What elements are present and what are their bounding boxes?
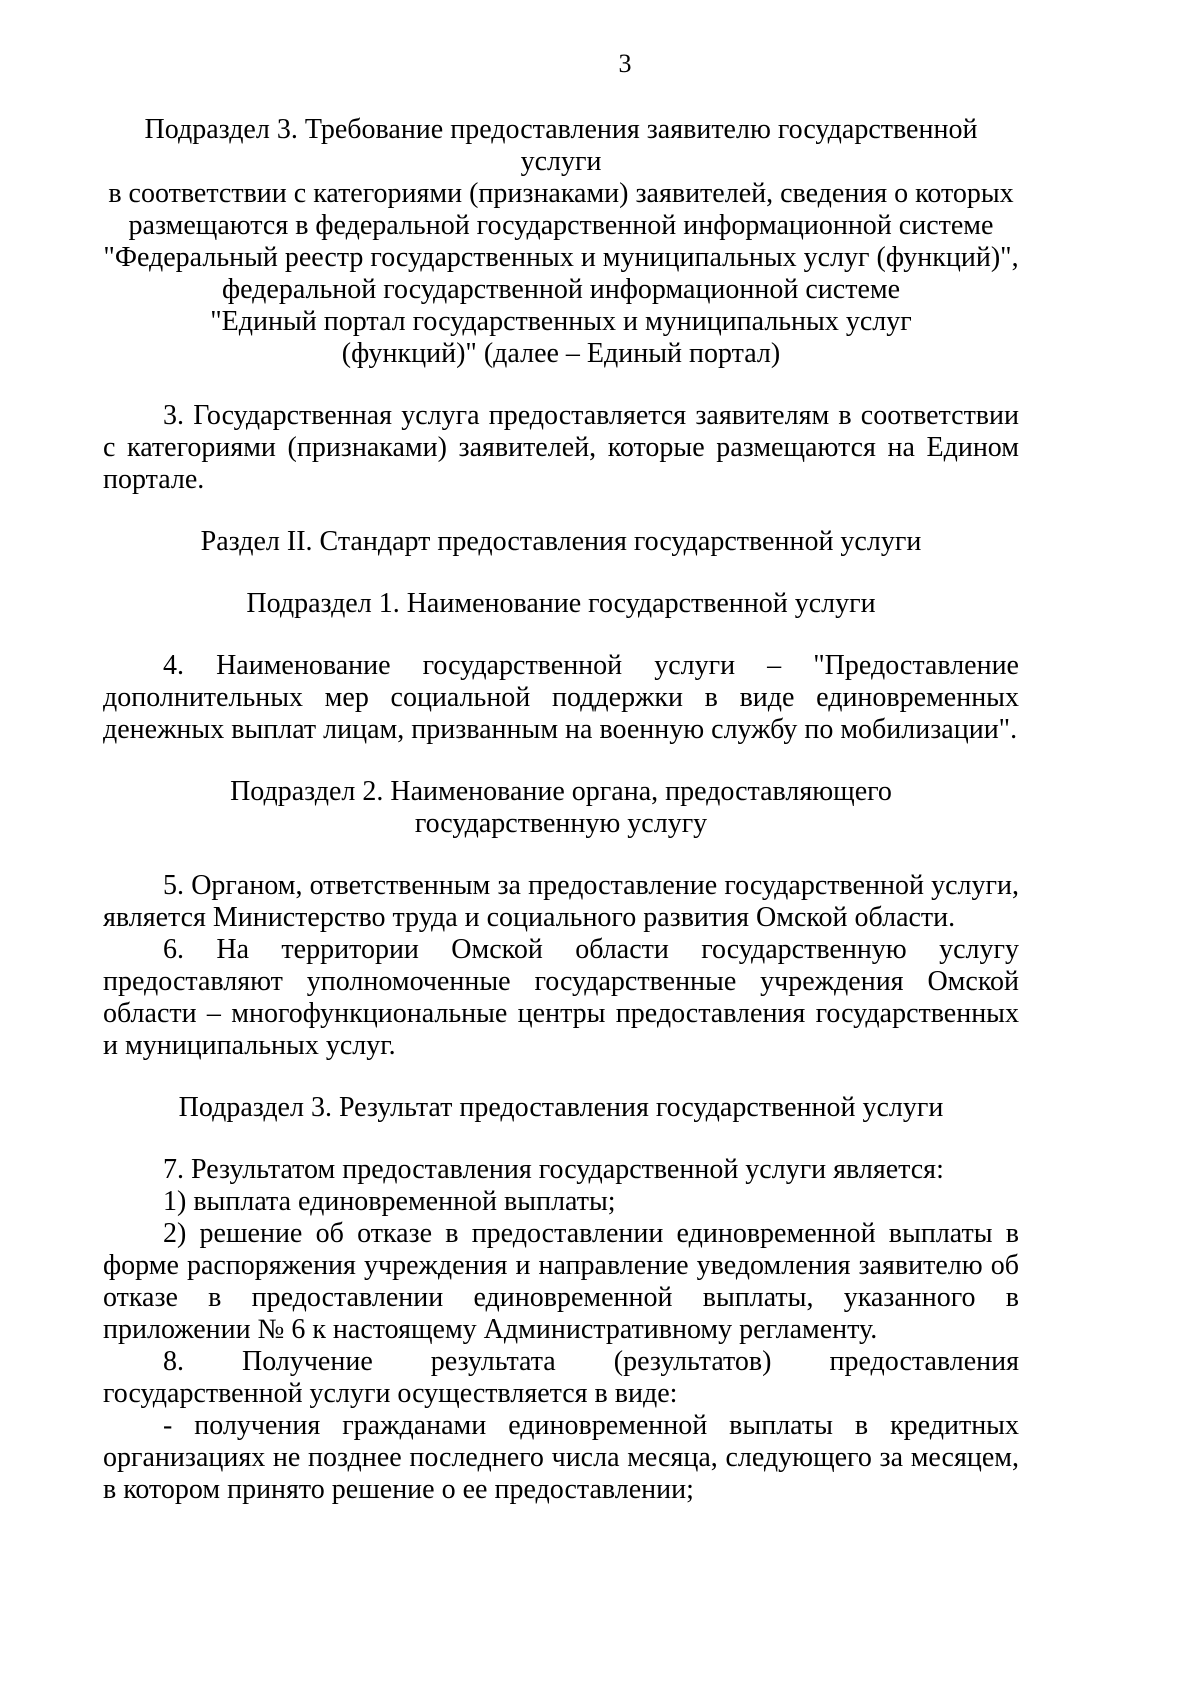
subsection-1-heading: Подраздел 1. Наименование государственной услуги — [246, 588, 876, 619]
heading-line: "Единый портал государственных и муниципальных услуг — [210, 306, 912, 337]
paragraph-5: 5. Органом, ответственным за предоставление государственной услуги, является Министерство труда и социального развития Омской области. — [103, 870, 1019, 933]
heading-line: "Федеральный реестр государственных и муниципальных услуг (функций)", — [103, 242, 1019, 273]
paragraph-3: 3. Государственная услуга предоставляется заявителям в соответствии с категориями (признаками) заявителей, которые размещаются на Едином портале. — [103, 400, 1019, 495]
document-body — [103, 114, 1019, 1506]
heading-line: (функций)" (далее – Единый портал) — [341, 338, 781, 369]
paragraph-8-dash-item-1: - получения гражданами единовременной выплаты в кредитных организациях не позднее последнего числа месяца, следующего за месяцем, в котором принято решение о ее предоставлении; — [103, 1410, 1019, 1505]
heading-line: государственную услугу — [414, 808, 708, 839]
heading-line: Подраздел 3. Требование предоставления заявителю государственной услуги — [144, 114, 978, 177]
heading-line: в соответствии с категориями (признаками) заявителей, сведения о которых — [108, 178, 1014, 209]
heading-line: размещаются в федеральной государственной информационной системе — [128, 210, 994, 241]
subsection-2-heading — [103, 776, 1019, 840]
paragraph-4: 4. Наименование государственной услуги – "Предоставление дополнительных мер социальной поддержки в виде единовременных денежных выплат лицам, призванным на военную службу по мобилизации". — [103, 650, 1019, 745]
page-number: 3 — [618, 49, 632, 78]
paragraph-7: 7. Результатом предоставления государственной услуги является: — [163, 1154, 944, 1185]
paragraph-7-item-1: 1) выплата единовременной выплаты; — [163, 1186, 616, 1217]
subsection-3-requirement-heading — [103, 114, 1019, 370]
paragraph-7-item-2: 2) решение об отказе в предоставлении единовременной выплаты в форме распоряжения учреждения и направление уведомления заявителю об отказе в предоставлении единовременной выплаты, указанного в приложении № 6 к настоящему Административному регламенту. — [103, 1218, 1019, 1345]
paragraph-6: 6. На территории Омской области государственную услугу предоставляют уполномоченные государственные учреждения Омской области – многофункциональные центры предоставления государственных и муниципальных услуг. — [103, 934, 1019, 1061]
heading-line: федеральной государственной информационной системе — [221, 274, 901, 305]
paragraph-8: 8. Получение результата (результатов) предоставления государственной услуги осуществляется в виде: — [103, 1346, 1019, 1409]
heading-line: Подраздел 2. Наименование органа, предоставляющего — [230, 776, 892, 807]
subsection-3-result-heading: Подраздел 3. Результат предоставления государственной услуги — [178, 1092, 944, 1123]
section-2-heading: Раздел II. Стандарт предоставления государственной услуги — [200, 526, 922, 557]
